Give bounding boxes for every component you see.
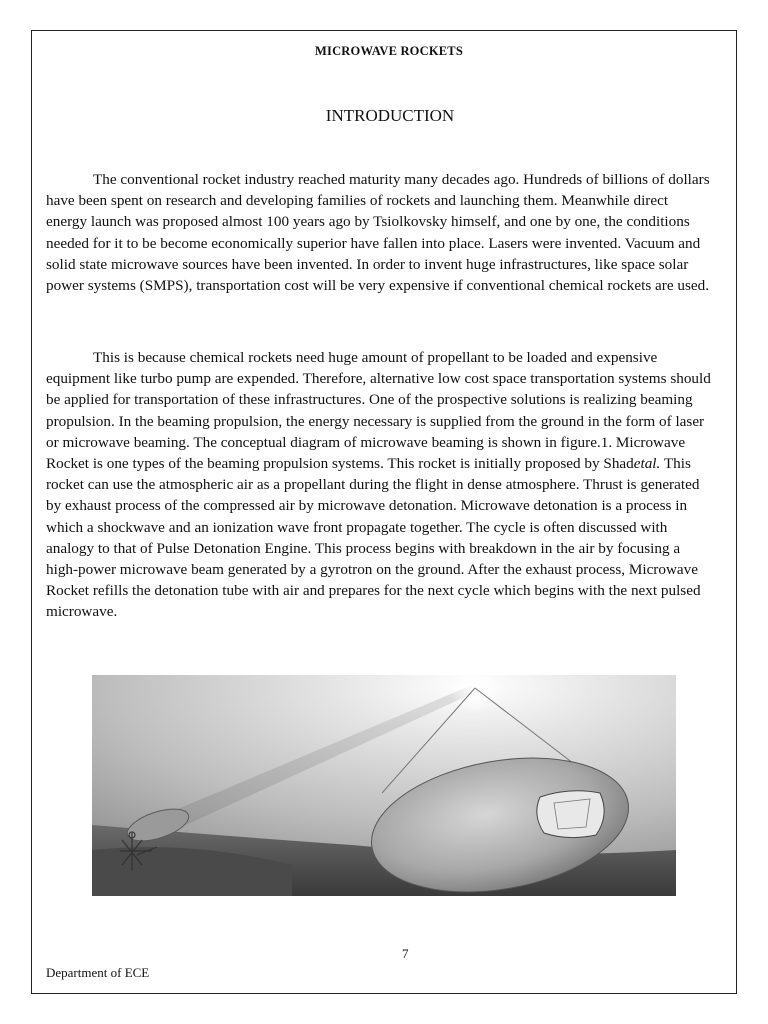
paragraph-1: The conventional rocket industry reached maturity many decades ago. Hundreds of billions of dollars have been spent on research and developing families of rockets and launching them. Meanwhile direct energy launch was proposed almost 100 years ago by Tsiolkovsky himself, and one by one, the conditions needed for it to be become economically superior have fallen into place. Lasers were invented. Vacuum and solid state microwave sources have been invented. In order to invent huge infrastructures, like space solar power systems (SMPS), transportation cost will be very expensive if conventional chemical rockets are used. bbox=[46, 171, 710, 295]
section-title: INTRODUCTION bbox=[325, 106, 455, 125]
microwave-beaming-figure bbox=[92, 675, 676, 896]
paragraph-2-text: This is because chemical rockets need huge amount of propellant to be loaded and expensive equipment like turbo pump are expended. Therefore, alternative low cost space transportation systems should be applied for transportation of these infrastructures. One of the prospective solutions is realizing beaming propulsion. In the beaming propulsion, the energy necessary is supplied from the ground in the form of laser or microwave beaming. The conceptual diagram of microwave beaming is shown in figure.1. Microwave Rocket is one types of the beaming propulsion systems. This rocket is initially proposed by Shad bbox=[46, 349, 711, 473]
microwave-beaming-illustration bbox=[92, 675, 676, 896]
page-number: 7 bbox=[402, 946, 409, 961]
running-header: MICROWAVE ROCKETS bbox=[315, 44, 463, 58]
rocket-capsule bbox=[537, 791, 604, 838]
paragraph-2-continued: This rocket can use the atmospheric air as a propellant during the flight in dense atmosphere. Thrust is generated by exhaust process of the compressed air by microwave detonation. Microwave detonation is a process in which a shockwave and an ionization wave front propagate together. The cycle is often discussed with analogy to that of Pulse Detonation Engine. This process begins with breakdown in the air by focusing a high-power microwave beam generated by a gyrotron on the ground. After the exhaust process, Microwave Rocket refills the detonation tube with air and prepares for the next cycle which begins with the next pulsed microwave. bbox=[46, 455, 701, 621]
paragraph-2-citation: etal. bbox=[633, 455, 661, 473]
paragraph-2 bbox=[46, 347, 712, 623]
footer-department: Department of ECE bbox=[46, 965, 150, 980]
